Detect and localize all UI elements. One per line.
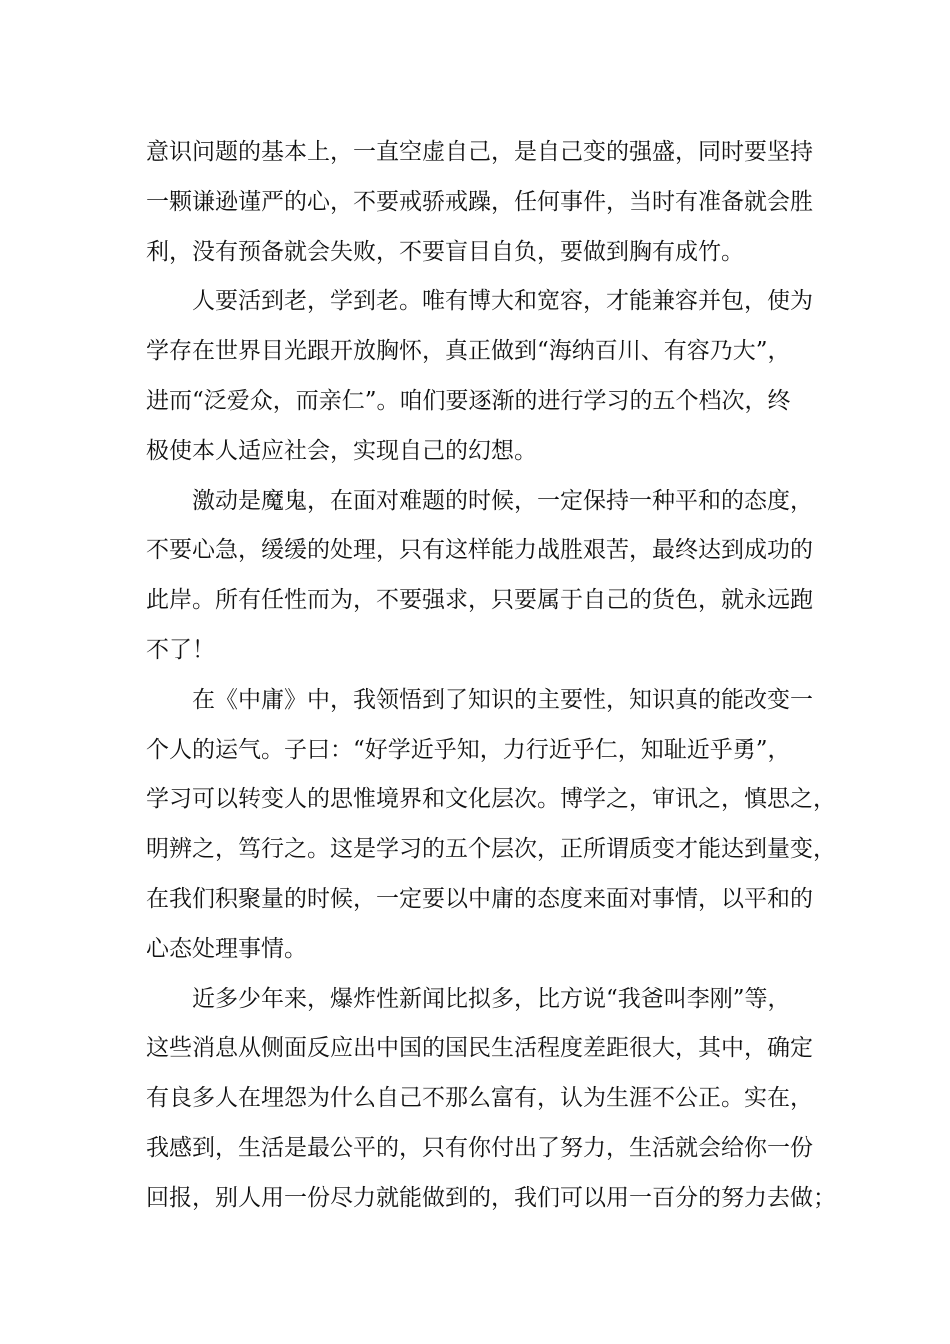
- text-line: 回报，别人用一份尽力就能做到的，我们可以用一百分的努力去做；: [146, 1184, 836, 1211]
- text-line: 不了！: [146, 636, 215, 663]
- text-line: 意识问题的基本上，一直空虚自己，是自己变的强盛，同时要坚持: [146, 139, 813, 165]
- text-line: 我感到，生活是最公平的，只有你付出了努力，生活就会给你一份: [146, 1134, 813, 1161]
- text-line: 心态处理事情。: [146, 935, 307, 962]
- paragraph: [146, 676, 836, 975]
- text-line: 近多少年来，爆炸性新闻比拟多，比方说“我爸叫李刚”等，: [192, 985, 791, 1012]
- paragraph: [146, 477, 826, 676]
- text-line: 在《中庸》中，我领悟到了知识的主要性，知识真的能改变一: [192, 686, 813, 713]
- text-line: 学习可以转变人的思惟境界和文化层次。博学之，审讯之，慎思之，: [146, 786, 836, 813]
- text-line: 这些消息从侧面反应出中国的国民生活程度差距很大，其中，确定: [146, 1035, 813, 1062]
- text-line: 不要心急，缓缓的处理，只有这样能力战胜艰苦，最终达到成功的: [146, 537, 813, 564]
- text-line: 在我们积聚量的时候，一定要以中庸的态度来面对事情，以平和的: [146, 885, 813, 912]
- text-line: 极使本人适应社会，实现自己的幻想。: [146, 437, 537, 464]
- text-line: 个人的运气。子曰：“好学近乎知，力行近乎仁，知耻近乎勇”，: [146, 736, 791, 763]
- text-line: 利，没有预备就会失败，不要盲目自负，要做到胸有成竹。: [146, 238, 744, 265]
- text-line: 明辨之，笃行之。这是学习的五个层次，正所谓质变才能达到量变，: [146, 836, 836, 863]
- text-line: 有良多人在埋怨为什么自己不那么富有，认为生涯不公正。实在，: [146, 1085, 813, 1112]
- text-line: 一颗谦逊谨严的心，不要戒骄戒躁，任何事件，当时有准备就会胜: [146, 188, 813, 215]
- document-body: [146, 128, 836, 1224]
- text-line: 学存在世界目光跟开放胸怀，真正做到“海纳百川、有容乃大”，: [146, 338, 791, 365]
- paragraph: [146, 128, 826, 277]
- text-line: 进而“泛爱众，而亲仁”。咱们要逐渐的进行学习的五个档次，终: [146, 387, 791, 414]
- paragraph: [146, 975, 836, 1224]
- text-line: 激动是魔鬼，在面对难题的时候，一定保持一种平和的态度，: [192, 487, 813, 514]
- text-line: 人要活到老，学到老。唯有博大和宽容，才能兼容并包，使为: [192, 288, 813, 315]
- text-line: 此岸。所有任性而为，不要强求，只要属于自己的货色，就永远跑: [146, 587, 813, 614]
- paragraph: [146, 277, 826, 476]
